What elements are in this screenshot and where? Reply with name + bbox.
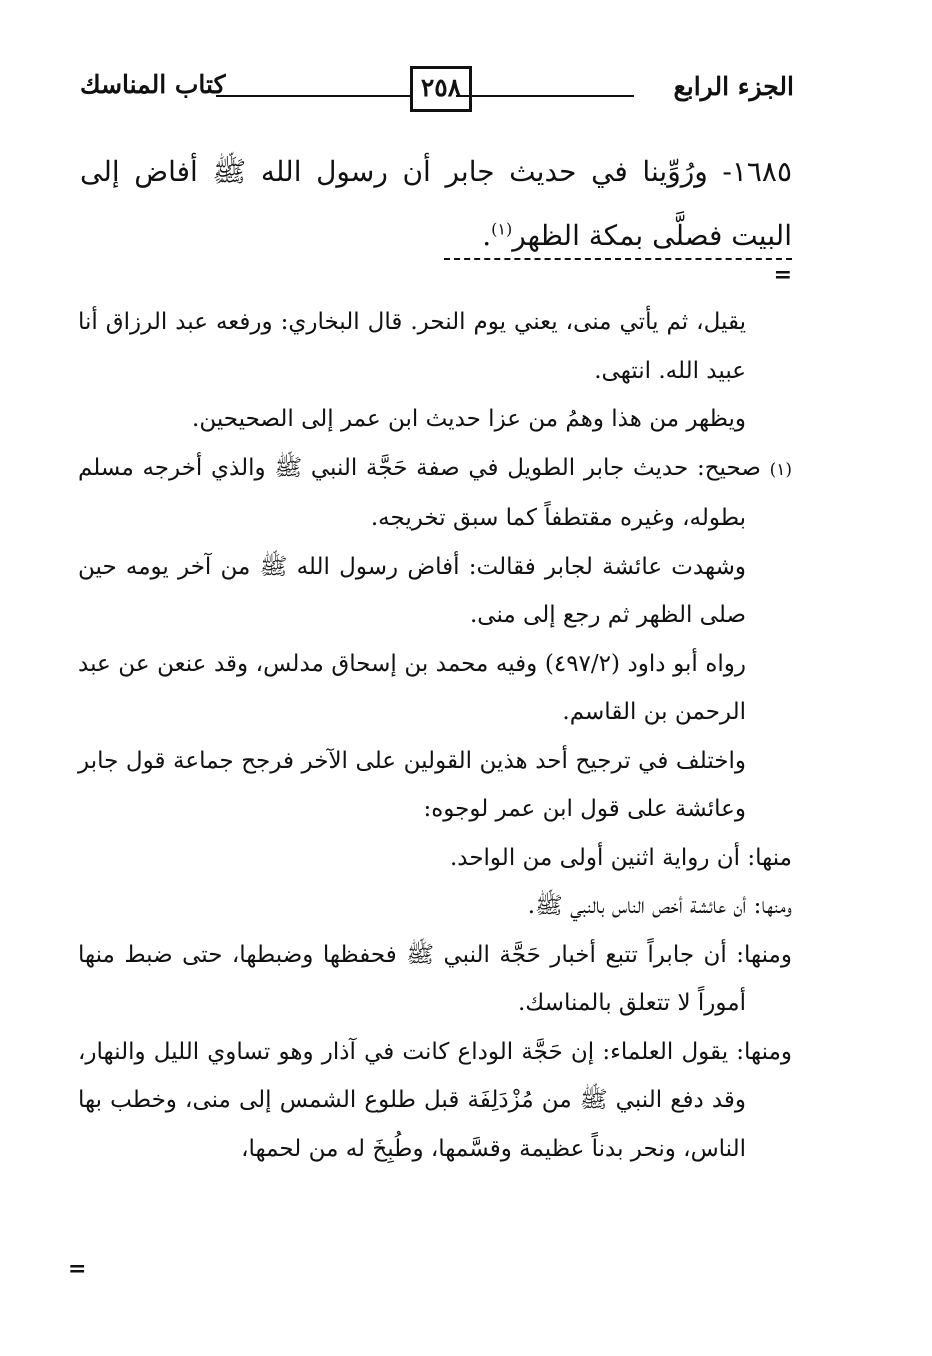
header-rule-right (456, 95, 634, 97)
footnote-1-text: صحيح: حديث جابر الطويل في صفة حَجَّة النبي ﷺ والذي أخرجه مسلم بطوله، وغيره مقتطفاً كما سبق تخريجه. (78, 454, 761, 531)
hadith-end-mark: . (482, 219, 492, 252)
footnote-1 (78, 444, 792, 543)
reason-item: منها: أن رواية اثنين أولى من الواحد. (449, 844, 792, 871)
footnote-1-marker: (١) (769, 459, 792, 480)
footnote-paragraph: ويظهر من هذا وهمُ من عزا حديث ابن عمر إلى الصحيحين. (192, 406, 746, 432)
main-hadith (80, 140, 792, 268)
continuation-mark-top: = (773, 262, 792, 288)
continuation-mark-bottom: = (68, 1256, 87, 1282)
hadith-text: ١٦٨٥- ورُوِّينا في حديث جابر أن رسول الله ﷺ أفاض إلى البيت فصلَّى بمكة الظهر (80, 155, 792, 252)
footnote-paragraph: رواه أبو داود (٤٩٧/٢) وفيه محمد بن إسحاق مدلس، وقد عنعن عن عبد الرحمن بن القاسم. (78, 650, 747, 725)
reason-item: ومنها: أن جابراً تتبع أخبار حَجَّة النبي ﷺ فحفظها وضبطها، حتى ضبط منها أموراً لا تتعلق بالمناسك. (78, 941, 792, 1016)
book-title: كتاب المناسك (80, 70, 226, 99)
part-title: الجزء الرابع (673, 72, 794, 101)
page-header (80, 62, 794, 124)
footnote-paragraph: واختلف في ترجيح أحد هذين القولين على الآخر فرجح جماعة قول جابر وعائشة على قول ابن عمر لوجوه: (78, 747, 746, 822)
footnote-paragraph: يقيل، ثم يأتي منى، يعني يوم النحر. قال البخاري: ورفعه عبد الرزاق أنا عبيد الله. انتهى. (78, 309, 746, 384)
header-rule-left (216, 95, 411, 97)
footnotes (78, 298, 792, 1173)
reason-item: ومنها: أن عائشة أخص الناس بالنبي ﷺ. (527, 893, 792, 919)
reason-item: ومنها: يقول العلماء: إن حَجَّة الوداع كانت في آذار وهو تساوي الليل والنهار، وقد دفع النبي ﷺ من مُزْدَلِفَة قبل طلوع الشمس إلى منى، وخطب بها الناس، ونحر بدناً عظيمة وقسَّمها، وطُبِخَ له من لحمها، (78, 1038, 792, 1162)
page-number: ٢٥٨ (410, 66, 472, 112)
footnote-separator (444, 258, 792, 260)
footnote-reference: (١) (491, 219, 513, 239)
footnote-paragraph: وشهدت عائشة لجابر فقالت: أفاض رسول الله ﷺ من آخر يومه حين صلى الظهر ثم رجع إلى منى. (78, 553, 746, 628)
